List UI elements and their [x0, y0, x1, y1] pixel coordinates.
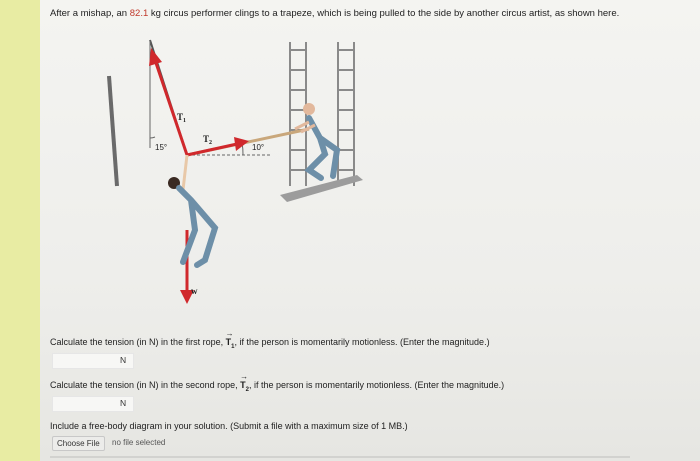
angle-label-15: 15° [155, 143, 168, 152]
problem-statement [50, 8, 619, 19]
intro-text-start: After a mishap, an [50, 8, 128, 19]
file-status-text: no file selected [112, 438, 166, 447]
ladder [290, 42, 354, 186]
left-accent-stripe [0, 0, 40, 461]
intro-text-end: kg circus performer clings to a trapeze, which is being pulled to the side by another circus artist, as shown here. [150, 8, 620, 19]
mass-value: 82.1 [129, 8, 149, 19]
angle-arc-15 [150, 137, 155, 138]
label-t2: $T_2$ [203, 134, 213, 146]
label-w: w [191, 286, 198, 296]
question-1-text: Calculate the tension (in N) in the first rope, → $T_1$, if the person is momentarily motionless. (Enter the magnitude.) [50, 337, 490, 350]
angle-label-10: 10° [252, 143, 265, 152]
pulling-artist [295, 103, 337, 178]
question-2-text: Calculate the tension (in N) in the second rope, → $T_2$, if the person is momentarily motionless. (Enter the magnitude.) [50, 380, 504, 393]
unit-label-2: N [120, 398, 127, 408]
trapeze-left-bar [109, 76, 117, 186]
force-arrow-t1 [149, 48, 187, 155]
trapeze-figure [95, 30, 375, 310]
hanging-performer [168, 155, 215, 265]
choose-file-button[interactable]: Choose File [52, 436, 105, 451]
label-t1: $T_1$ [177, 112, 187, 124]
divider [50, 456, 630, 458]
vector-t1: → $T_1$ [226, 337, 235, 347]
force-arrow-t2 [187, 137, 249, 155]
unit-label-1: N [120, 355, 127, 365]
question-3-text: Include a free-body diagram in your solution. (Submit a file with a maximum size of 1 MB.) [50, 421, 408, 431]
vector-t2: → $T_2$ [240, 380, 249, 390]
